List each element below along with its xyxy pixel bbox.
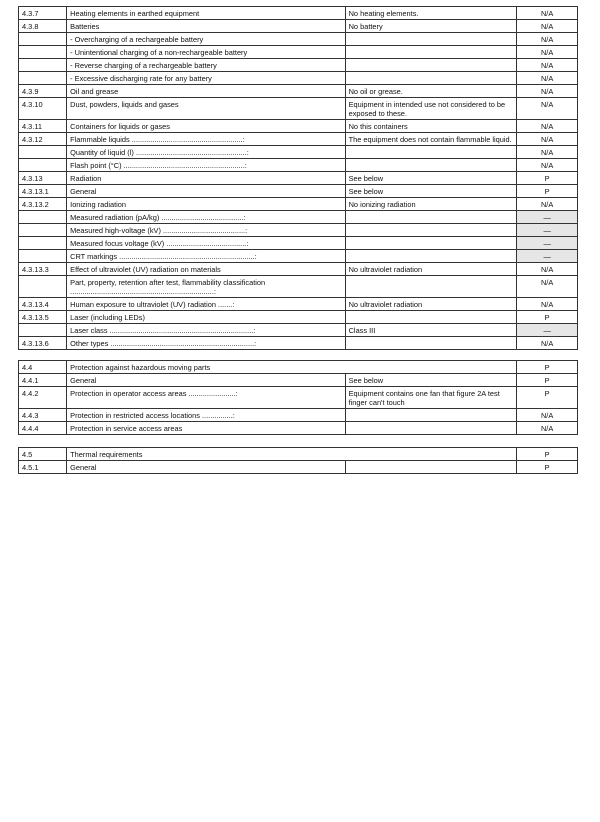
requirement-text: - Unintentional charging of a non-rechargeable battery bbox=[67, 46, 345, 59]
verdict: P bbox=[517, 374, 578, 387]
result-remark: No heating elements. bbox=[345, 7, 517, 20]
result-remark bbox=[345, 33, 517, 46]
table-row bbox=[19, 146, 578, 159]
clause-number: 4.3.13.6 bbox=[19, 337, 67, 350]
clause-number: 4.3.8 bbox=[19, 20, 67, 33]
clause-number bbox=[19, 211, 67, 224]
table-row bbox=[19, 172, 578, 185]
requirement-text: Protection in service access areas bbox=[67, 422, 345, 435]
table-row bbox=[19, 298, 578, 311]
verdict: — bbox=[517, 211, 578, 224]
table-row bbox=[19, 311, 578, 324]
clause-table-section-1 bbox=[18, 6, 578, 350]
clause-number bbox=[19, 46, 67, 59]
result-remark: Equipment in intended use not considered to be exposed to these. bbox=[345, 98, 517, 120]
table-row bbox=[19, 20, 578, 33]
verdict: N/A bbox=[517, 159, 578, 172]
section-heading: Thermal requirements bbox=[67, 448, 517, 461]
requirement-text: Protection in operator access areas .......................: bbox=[67, 387, 345, 409]
result-remark bbox=[345, 337, 517, 350]
clause-number: 4.3.7 bbox=[19, 7, 67, 20]
requirement-text: General bbox=[67, 185, 345, 198]
clause-number bbox=[19, 224, 67, 237]
requirement-text: Other types ......................................................................: bbox=[67, 337, 345, 350]
result-remark bbox=[345, 146, 517, 159]
requirement-text: Measured radiation (pA/kg) ........................................: bbox=[67, 211, 345, 224]
requirement-text: CRT markings ..................................................................: bbox=[67, 250, 345, 263]
verdict: P bbox=[517, 311, 578, 324]
table-row bbox=[19, 98, 578, 120]
clause-number bbox=[19, 250, 67, 263]
clause-number: 4.3.13 bbox=[19, 172, 67, 185]
requirement-text: Flammable liquids ......................................................: bbox=[67, 133, 345, 146]
table-row bbox=[19, 276, 578, 298]
table-row bbox=[19, 72, 578, 85]
clause-number bbox=[19, 276, 67, 298]
result-remark: Class III bbox=[345, 324, 517, 337]
verdict: N/A bbox=[517, 133, 578, 146]
clause-number: 4.3.12 bbox=[19, 133, 67, 146]
verdict: N/A bbox=[517, 59, 578, 72]
table-row bbox=[19, 59, 578, 72]
result-remark: No oil or grease. bbox=[345, 85, 517, 98]
requirement-text: Radiation bbox=[67, 172, 345, 185]
verdict: — bbox=[517, 224, 578, 237]
table-row bbox=[19, 263, 578, 276]
result-remark bbox=[345, 250, 517, 263]
verdict: N/A bbox=[517, 263, 578, 276]
result-remark: No ionizing radiation bbox=[345, 198, 517, 211]
clause-number bbox=[19, 59, 67, 72]
table-row bbox=[19, 159, 578, 172]
result-remark bbox=[345, 311, 517, 324]
requirement-text: Flash point (°C) ...........................................................: bbox=[67, 159, 345, 172]
clause-number: 4.4.2 bbox=[19, 387, 67, 409]
result-remark bbox=[345, 211, 517, 224]
clause-number: 4.3.13.4 bbox=[19, 298, 67, 311]
clause-number: 4.3.13.2 bbox=[19, 198, 67, 211]
table-row bbox=[19, 387, 578, 409]
verdict: N/A bbox=[517, 337, 578, 350]
section-heading: Protection against hazardous moving parts bbox=[67, 361, 517, 374]
table-row bbox=[19, 7, 578, 20]
table-row bbox=[19, 211, 578, 224]
result-remark: No ultraviolet radiation bbox=[345, 263, 517, 276]
verdict: P bbox=[517, 461, 578, 474]
verdict: N/A bbox=[517, 98, 578, 120]
clause-number: 4.5 bbox=[19, 448, 67, 461]
requirement-text: General bbox=[67, 461, 345, 474]
result-remark bbox=[345, 159, 517, 172]
verdict: N/A bbox=[517, 46, 578, 59]
table-row bbox=[19, 422, 578, 435]
requirement-text: Containers for liquids or gases bbox=[67, 120, 345, 133]
requirement-text: Laser (including LEDs) bbox=[67, 311, 345, 324]
table-row bbox=[19, 46, 578, 59]
result-remark: See below bbox=[345, 185, 517, 198]
result-remark bbox=[345, 59, 517, 72]
requirement-text: - Reverse charging of a rechargeable battery bbox=[67, 59, 345, 72]
result-remark bbox=[345, 409, 517, 422]
clause-number: 4.3.10 bbox=[19, 98, 67, 120]
result-remark: See below bbox=[345, 374, 517, 387]
verdict: N/A bbox=[517, 85, 578, 98]
requirement-text: Protection in restricted access locations ...............: bbox=[67, 409, 345, 422]
clause-number: 4.3.13.1 bbox=[19, 185, 67, 198]
clause-number: 4.3.13.5 bbox=[19, 311, 67, 324]
requirement-text: Batteries bbox=[67, 20, 345, 33]
table-row bbox=[19, 133, 578, 146]
clause-table-section-3 bbox=[18, 447, 578, 474]
requirement-text: Oil and grease bbox=[67, 85, 345, 98]
clause-number bbox=[19, 237, 67, 250]
verdict: — bbox=[517, 324, 578, 337]
requirement-text: Ionizing radiation bbox=[67, 198, 345, 211]
verdict: N/A bbox=[517, 298, 578, 311]
requirement-text: Measured focus voltage (kV) .......................................: bbox=[67, 237, 345, 250]
verdict: N/A bbox=[517, 276, 578, 298]
table-row bbox=[19, 461, 578, 474]
clause-number bbox=[19, 33, 67, 46]
clause-number bbox=[19, 72, 67, 85]
clause-number: 4.5.1 bbox=[19, 461, 67, 474]
verdict: P bbox=[517, 172, 578, 185]
verdict: P bbox=[517, 448, 578, 461]
verdict: N/A bbox=[517, 72, 578, 85]
clause-number: 4.4 bbox=[19, 361, 67, 374]
verdict: — bbox=[517, 237, 578, 250]
result-remark bbox=[345, 422, 517, 435]
table-row bbox=[19, 250, 578, 263]
verdict: P bbox=[517, 361, 578, 374]
verdict: N/A bbox=[517, 20, 578, 33]
result-remark: See below bbox=[345, 172, 517, 185]
clause-number: 4.3.9 bbox=[19, 85, 67, 98]
verdict: N/A bbox=[517, 422, 578, 435]
table-row bbox=[19, 185, 578, 198]
verdict: P bbox=[517, 185, 578, 198]
table-row bbox=[19, 85, 578, 98]
verdict: N/A bbox=[517, 198, 578, 211]
verdict: P bbox=[517, 387, 578, 409]
requirement-text: - Overcharging of a rechargeable battery bbox=[67, 33, 345, 46]
table-row bbox=[19, 409, 578, 422]
report-page bbox=[18, 6, 578, 474]
result-remark bbox=[345, 461, 517, 474]
result-remark bbox=[345, 276, 517, 298]
table-row bbox=[19, 374, 578, 387]
table-row bbox=[19, 448, 578, 461]
clause-number bbox=[19, 146, 67, 159]
result-remark bbox=[345, 46, 517, 59]
requirement-text: Effect of ultraviolet (UV) radiation on materials bbox=[67, 263, 345, 276]
verdict: N/A bbox=[517, 7, 578, 20]
result-remark bbox=[345, 237, 517, 250]
result-remark: The equipment does not contain flammable liquid. bbox=[345, 133, 517, 146]
result-remark bbox=[345, 224, 517, 237]
table-row bbox=[19, 198, 578, 211]
table-row bbox=[19, 361, 578, 374]
table-row bbox=[19, 33, 578, 46]
requirement-text: Quantity of liquid (l) ......................................................: bbox=[67, 146, 345, 159]
requirement-text: Dust, powders, liquids and gases bbox=[67, 98, 345, 120]
verdict: N/A bbox=[517, 146, 578, 159]
clause-number: 4.3.11 bbox=[19, 120, 67, 133]
result-remark: No battery bbox=[345, 20, 517, 33]
requirement-text: Heating elements in earthed equipment bbox=[67, 7, 345, 20]
requirement-text: Measured high-voltage (kV) ........................................: bbox=[67, 224, 345, 237]
requirement-text: Laser class ......................................................................: bbox=[67, 324, 345, 337]
table-row bbox=[19, 224, 578, 237]
table-row bbox=[19, 237, 578, 250]
verdict: N/A bbox=[517, 409, 578, 422]
requirement-text: General bbox=[67, 374, 345, 387]
clause-number: 4.4.1 bbox=[19, 374, 67, 387]
clause-number: 4.4.3 bbox=[19, 409, 67, 422]
clause-number bbox=[19, 324, 67, 337]
requirement-text: Human exposure to ultraviolet (UV) radiation .......: bbox=[67, 298, 345, 311]
verdict: — bbox=[517, 250, 578, 263]
verdict: N/A bbox=[517, 33, 578, 46]
result-remark bbox=[345, 72, 517, 85]
result-remark: No ultraviolet radiation bbox=[345, 298, 517, 311]
clause-number: 4.4.4 bbox=[19, 422, 67, 435]
clause-table-section-2 bbox=[18, 360, 578, 435]
result-remark: Equipment contains one fan that figure 2A test finger can't touch bbox=[345, 387, 517, 409]
result-remark: No this containers bbox=[345, 120, 517, 133]
clause-number bbox=[19, 159, 67, 172]
verdict: N/A bbox=[517, 120, 578, 133]
table-row bbox=[19, 324, 578, 337]
table-row bbox=[19, 337, 578, 350]
table-row bbox=[19, 120, 578, 133]
requirement-text: Part, property, retention after test, flammability classification ......................................................................: bbox=[67, 276, 345, 298]
requirement-text: - Excessive discharging rate for any battery bbox=[67, 72, 345, 85]
clause-number: 4.3.13.3 bbox=[19, 263, 67, 276]
